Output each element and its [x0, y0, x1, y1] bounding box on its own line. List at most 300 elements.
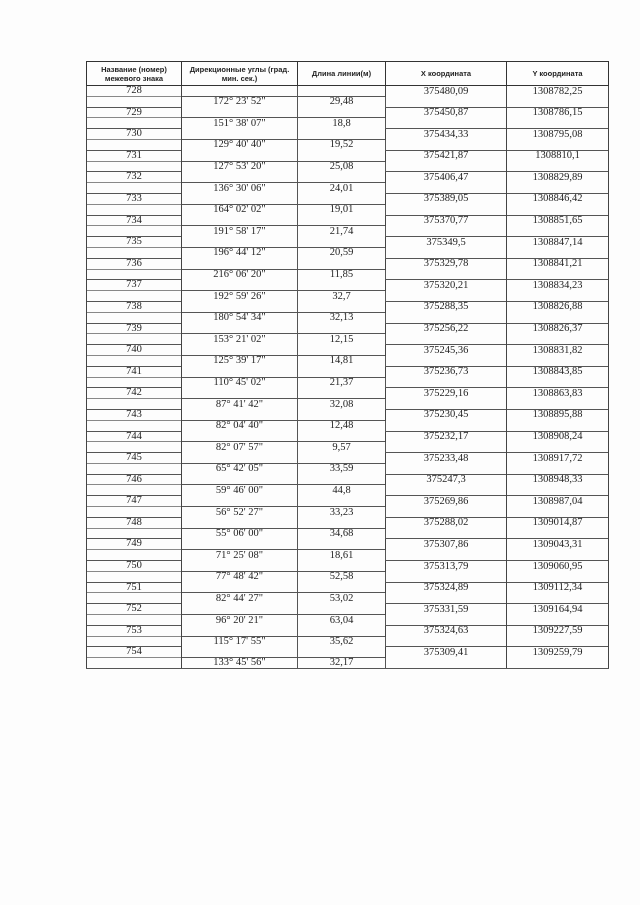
empty-cell: [182, 496, 298, 507]
boundary-coordinates-table: [86, 61, 609, 669]
point-name-cell: 751: [87, 582, 182, 593]
y-coordinate-cell: 1309227,59: [507, 625, 609, 636]
empty-cell: [87, 226, 182, 237]
y-coordinate-cell: 1308795,08: [507, 129, 609, 140]
point-row: [87, 625, 609, 636]
empty-cell: [507, 507, 609, 518]
point-row: [87, 474, 609, 485]
header-x-coordinate: X координата: [386, 62, 507, 86]
empty-cell: [87, 355, 182, 366]
bearing-cell: 56° 52' 27": [182, 507, 298, 518]
point-name-cell: 728: [87, 86, 182, 97]
y-coordinate-cell: 1308895,88: [507, 409, 609, 420]
empty-cell: [87, 636, 182, 647]
empty-cell: [386, 291, 507, 302]
empty-cell: [298, 301, 386, 312]
segment-row: [87, 550, 609, 561]
y-coordinate-cell: 1308786,15: [507, 107, 609, 118]
empty-cell: [87, 593, 182, 604]
empty-cell: [386, 247, 507, 258]
empty-cell: [298, 237, 386, 248]
empty-cell: [87, 528, 182, 539]
segment-row: [87, 355, 609, 366]
bearing-cell: 82° 07' 57": [182, 442, 298, 453]
point-row: [87, 453, 609, 464]
empty-cell: [298, 561, 386, 572]
bearing-cell: 87° 41' 42": [182, 399, 298, 410]
point-row: [87, 323, 609, 334]
empty-cell: [87, 507, 182, 518]
bearing-cell: 71° 25' 08": [182, 550, 298, 561]
point-name-cell: 731: [87, 150, 182, 161]
empty-cell: [298, 86, 386, 97]
point-name-cell: 734: [87, 215, 182, 226]
point-name-cell: 729: [87, 107, 182, 118]
empty-cell: [87, 463, 182, 474]
empty-cell: [87, 139, 182, 150]
bearing-cell: 151° 38' 07": [182, 118, 298, 129]
segment-row: [87, 247, 609, 258]
empty-cell: [182, 345, 298, 356]
x-coordinate-cell: 375320,21: [386, 280, 507, 291]
x-coordinate-cell: 375313,79: [386, 561, 507, 572]
point-row: [87, 215, 609, 226]
empty-cell: [386, 571, 507, 582]
point-row: [87, 582, 609, 593]
segment-row: [87, 485, 609, 496]
point-name-cell: 748: [87, 517, 182, 528]
point-row: [87, 345, 609, 356]
empty-cell: [298, 582, 386, 593]
point-name-cell: 735: [87, 237, 182, 248]
empty-cell: [182, 301, 298, 312]
x-coordinate-cell: 375480,09: [386, 86, 507, 97]
empty-cell: [87, 571, 182, 582]
x-coordinate-cell: 375232,17: [386, 431, 507, 442]
empty-cell: [298, 345, 386, 356]
line-length-cell: 32,17: [298, 658, 386, 669]
x-coordinate-cell: 375236,73: [386, 366, 507, 377]
x-coordinate-cell: 375256,22: [386, 323, 507, 334]
line-length-cell: 35,62: [298, 636, 386, 647]
empty-cell: [386, 615, 507, 626]
segment-row: [87, 161, 609, 172]
bearing-cell: 216° 06' 20": [182, 269, 298, 280]
empty-cell: [507, 204, 609, 215]
point-name-cell: 730: [87, 129, 182, 140]
segment-row: [87, 377, 609, 388]
point-name-cell: 741: [87, 366, 182, 377]
segment-row: [87, 226, 609, 237]
empty-cell: [386, 334, 507, 345]
line-length-cell: 21,37: [298, 377, 386, 388]
segment-row: [87, 593, 609, 604]
empty-cell: [87, 312, 182, 323]
empty-cell: [507, 334, 609, 345]
segment-row: [87, 139, 609, 150]
bearing-cell: 127° 53' 20": [182, 161, 298, 172]
empty-cell: [182, 474, 298, 485]
empty-cell: [507, 118, 609, 129]
line-length-cell: 19,52: [298, 139, 386, 150]
empty-cell: [182, 150, 298, 161]
empty-cell: [298, 496, 386, 507]
segment-row: [87, 528, 609, 539]
x-coordinate-cell: 375307,86: [386, 539, 507, 550]
empty-cell: [386, 96, 507, 107]
x-coordinate-cell: 375329,78: [386, 258, 507, 269]
line-length-cell: 32,13: [298, 312, 386, 323]
empty-cell: [87, 247, 182, 258]
bearing-cell: 125° 39' 17": [182, 355, 298, 366]
empty-cell: [298, 474, 386, 485]
y-coordinate-cell: 1308831,82: [507, 345, 609, 356]
empty-cell: [507, 312, 609, 323]
segment-row: [87, 334, 609, 345]
y-coordinate-cell: 1308843,85: [507, 366, 609, 377]
empty-cell: [386, 550, 507, 561]
empty-cell: [182, 517, 298, 528]
line-length-cell: 34,68: [298, 528, 386, 539]
empty-cell: [182, 625, 298, 636]
x-coordinate-cell: 375389,05: [386, 193, 507, 204]
empty-cell: [182, 366, 298, 377]
point-name-cell: 736: [87, 258, 182, 269]
empty-cell: [298, 150, 386, 161]
bearing-cell: 129° 40' 40": [182, 139, 298, 150]
empty-cell: [298, 431, 386, 442]
point-row: [87, 561, 609, 572]
empty-cell: [386, 312, 507, 323]
line-length-cell: 32,7: [298, 291, 386, 302]
y-coordinate-cell: 1309060,95: [507, 561, 609, 572]
empty-cell: [182, 453, 298, 464]
empty-cell: [386, 442, 507, 453]
point-name-cell: 738: [87, 301, 182, 312]
empty-cell: [386, 399, 507, 410]
empty-cell: [386, 528, 507, 539]
point-name-cell: 740: [87, 345, 182, 356]
y-coordinate-cell: 1309112,34: [507, 582, 609, 593]
empty-cell: [507, 96, 609, 107]
empty-cell: [182, 647, 298, 658]
empty-cell: [386, 507, 507, 518]
empty-cell: [507, 399, 609, 410]
header-point-name: Название (номер) межевого знака: [87, 62, 182, 86]
empty-cell: [507, 247, 609, 258]
segment-row: [87, 463, 609, 474]
point-name-cell: 742: [87, 388, 182, 399]
line-length-cell: 29,48: [298, 96, 386, 107]
x-coordinate-cell: 375233,48: [386, 453, 507, 464]
segment-row: [87, 269, 609, 280]
segment-row: [87, 291, 609, 302]
point-row: [87, 172, 609, 183]
line-length-cell: 33,23: [298, 507, 386, 518]
y-coordinate-cell: 1308851,65: [507, 215, 609, 226]
point-name-cell: 744: [87, 431, 182, 442]
point-name-cell: 745: [87, 453, 182, 464]
empty-cell: [386, 183, 507, 194]
point-name-cell: 747: [87, 496, 182, 507]
empty-cell: [298, 453, 386, 464]
y-coordinate-cell: 1308863,83: [507, 388, 609, 399]
empty-cell: [507, 442, 609, 453]
empty-cell: [182, 561, 298, 572]
bearing-cell: 77° 48' 42": [182, 571, 298, 582]
empty-cell: [507, 269, 609, 280]
empty-cell: [386, 636, 507, 647]
point-row: [87, 301, 609, 312]
point-row: [87, 647, 609, 658]
empty-cell: [182, 129, 298, 140]
point-row: [87, 150, 609, 161]
x-coordinate-cell: 375370,77: [386, 215, 507, 226]
empty-cell: [298, 517, 386, 528]
empty-cell: [507, 291, 609, 302]
line-length-cell: 12,15: [298, 334, 386, 345]
empty-cell: [87, 550, 182, 561]
empty-cell: [386, 377, 507, 388]
empty-cell: [182, 323, 298, 334]
empty-cell: [507, 615, 609, 626]
line-length-cell: 63,04: [298, 615, 386, 626]
y-coordinate-cell: 1308826,88: [507, 301, 609, 312]
y-coordinate-cell: 1309043,31: [507, 539, 609, 550]
empty-cell: [87, 96, 182, 107]
point-row: [87, 86, 609, 97]
empty-cell: [386, 593, 507, 604]
point-name-cell: 737: [87, 280, 182, 291]
empty-cell: [507, 183, 609, 194]
empty-cell: [386, 658, 507, 669]
segment-row: [87, 442, 609, 453]
y-coordinate-cell: 1308948,33: [507, 474, 609, 485]
empty-cell: [87, 399, 182, 410]
empty-cell: [386, 463, 507, 474]
empty-cell: [87, 183, 182, 194]
point-name-cell: 753: [87, 625, 182, 636]
x-coordinate-cell: 375229,16: [386, 388, 507, 399]
empty-cell: [182, 107, 298, 118]
point-name-cell: 752: [87, 604, 182, 615]
y-coordinate-cell: 1308908,24: [507, 431, 609, 442]
empty-cell: [87, 161, 182, 172]
empty-cell: [182, 215, 298, 226]
empty-cell: [386, 118, 507, 129]
point-row: [87, 129, 609, 140]
empty-cell: [298, 409, 386, 420]
point-row: [87, 539, 609, 550]
line-length-cell: 20,59: [298, 247, 386, 258]
empty-cell: [507, 161, 609, 172]
line-length-cell: 32,08: [298, 399, 386, 410]
empty-cell: [87, 420, 182, 431]
x-coordinate-cell: 375309,41: [386, 647, 507, 658]
y-coordinate-cell: 1308846,42: [507, 193, 609, 204]
empty-cell: [298, 388, 386, 399]
y-coordinate-cell: 1308841,21: [507, 258, 609, 269]
empty-cell: [298, 193, 386, 204]
empty-cell: [182, 237, 298, 248]
point-row: [87, 107, 609, 118]
x-coordinate-cell: 375421,87: [386, 150, 507, 161]
empty-cell: [507, 636, 609, 647]
empty-cell: [298, 323, 386, 334]
empty-cell: [507, 571, 609, 582]
x-coordinate-cell: 375269,86: [386, 496, 507, 507]
line-length-cell: 52,58: [298, 571, 386, 582]
line-length-cell: 33,59: [298, 463, 386, 474]
y-coordinate-cell: 1308834,23: [507, 280, 609, 291]
y-coordinate-cell: 1308987,04: [507, 496, 609, 507]
empty-cell: [87, 615, 182, 626]
segment-row: [87, 571, 609, 582]
empty-cell: [298, 172, 386, 183]
bearing-cell: 136° 30' 06": [182, 183, 298, 194]
empty-cell: [386, 139, 507, 150]
point-name-cell: 750: [87, 561, 182, 572]
empty-cell: [507, 355, 609, 366]
table-header: [87, 62, 609, 86]
table-body: [87, 86, 609, 669]
empty-cell: [182, 193, 298, 204]
x-coordinate-cell: 375230,45: [386, 409, 507, 420]
x-coordinate-cell: 375349,5: [386, 237, 507, 248]
point-row: [87, 409, 609, 420]
empty-cell: [87, 377, 182, 388]
line-length-cell: 11,85: [298, 269, 386, 280]
x-coordinate-cell: 375324,63: [386, 625, 507, 636]
point-row: [87, 280, 609, 291]
empty-cell: [386, 204, 507, 215]
empty-cell: [507, 463, 609, 474]
x-coordinate-cell: 375288,02: [386, 517, 507, 528]
empty-cell: [507, 593, 609, 604]
bearing-cell: 191° 58' 17": [182, 226, 298, 237]
empty-cell: [182, 258, 298, 269]
empty-cell: [298, 366, 386, 377]
segment-row: [87, 183, 609, 194]
x-coordinate-cell: 375434,33: [386, 129, 507, 140]
empty-cell: [507, 226, 609, 237]
x-coordinate-cell: 375324,89: [386, 582, 507, 593]
line-length-cell: 12,48: [298, 420, 386, 431]
x-coordinate-cell: 375450,87: [386, 107, 507, 118]
empty-cell: [298, 215, 386, 226]
line-length-cell: 9,57: [298, 442, 386, 453]
empty-cell: [298, 258, 386, 269]
empty-cell: [182, 388, 298, 399]
empty-cell: [507, 550, 609, 561]
line-length-cell: 44,8: [298, 485, 386, 496]
empty-cell: [87, 269, 182, 280]
point-name-cell: 746: [87, 474, 182, 485]
empty-cell: [87, 334, 182, 345]
empty-cell: [298, 539, 386, 550]
empty-cell: [507, 528, 609, 539]
line-length-cell: 14,81: [298, 355, 386, 366]
empty-cell: [182, 582, 298, 593]
y-coordinate-cell: 1309164,94: [507, 604, 609, 615]
bearing-cell: 180° 54' 34": [182, 312, 298, 323]
empty-cell: [298, 129, 386, 140]
empty-cell: [87, 204, 182, 215]
empty-cell: [87, 118, 182, 129]
bearing-cell: 192° 59' 26": [182, 291, 298, 302]
empty-cell: [182, 172, 298, 183]
empty-cell: [507, 658, 609, 669]
bearing-cell: 59° 46' 00": [182, 485, 298, 496]
bearing-cell: 153° 21' 02": [182, 334, 298, 345]
empty-cell: [298, 280, 386, 291]
x-coordinate-cell: 375245,36: [386, 345, 507, 356]
bearing-cell: 196° 44' 12": [182, 247, 298, 258]
segment-row: [87, 420, 609, 431]
x-coordinate-cell: 375331,59: [386, 604, 507, 615]
segment-row: [87, 658, 609, 669]
segment-row: [87, 615, 609, 626]
segment-row: [87, 204, 609, 215]
header-y-coordinate: Y координата: [507, 62, 609, 86]
segment-row: [87, 636, 609, 647]
y-coordinate-cell: 1309014,87: [507, 517, 609, 528]
y-coordinate-cell: 1308917,72: [507, 453, 609, 464]
y-coordinate-cell: 1308782,25: [507, 86, 609, 97]
empty-cell: [182, 86, 298, 97]
point-name-cell: 732: [87, 172, 182, 183]
x-coordinate-cell: 375247,3: [386, 474, 507, 485]
x-coordinate-cell: 375406,47: [386, 172, 507, 183]
empty-cell: [182, 604, 298, 615]
bearing-cell: 172° 23' 52": [182, 96, 298, 107]
point-name-cell: 743: [87, 409, 182, 420]
empty-cell: [386, 355, 507, 366]
empty-cell: [507, 377, 609, 388]
empty-cell: [386, 226, 507, 237]
bearing-cell: 164° 02' 02": [182, 204, 298, 215]
empty-cell: [182, 409, 298, 420]
line-length-cell: 21,74: [298, 226, 386, 237]
point-row: [87, 517, 609, 528]
point-name-cell: 749: [87, 539, 182, 550]
y-coordinate-cell: 1309259,79: [507, 647, 609, 658]
empty-cell: [298, 647, 386, 658]
point-name-cell: 739: [87, 323, 182, 334]
bearing-cell: 96° 20' 21": [182, 615, 298, 626]
y-coordinate-cell: 1308847,14: [507, 237, 609, 248]
bearing-cell: 115° 17' 55": [182, 636, 298, 647]
empty-cell: [182, 431, 298, 442]
empty-cell: [298, 107, 386, 118]
point-name-cell: 754: [87, 647, 182, 658]
empty-cell: [87, 658, 182, 669]
empty-cell: [182, 539, 298, 550]
segment-row: [87, 96, 609, 107]
empty-cell: [298, 625, 386, 636]
empty-cell: [87, 442, 182, 453]
x-coordinate-cell: 375288,35: [386, 301, 507, 312]
point-row: [87, 258, 609, 269]
bearing-cell: 110° 45' 02": [182, 377, 298, 388]
empty-cell: [87, 291, 182, 302]
line-length-cell: 24,01: [298, 183, 386, 194]
y-coordinate-cell: 1308826,37: [507, 323, 609, 334]
line-length-cell: 18,61: [298, 550, 386, 561]
segment-row: [87, 507, 609, 518]
empty-cell: [386, 420, 507, 431]
point-name-cell: 733: [87, 193, 182, 204]
